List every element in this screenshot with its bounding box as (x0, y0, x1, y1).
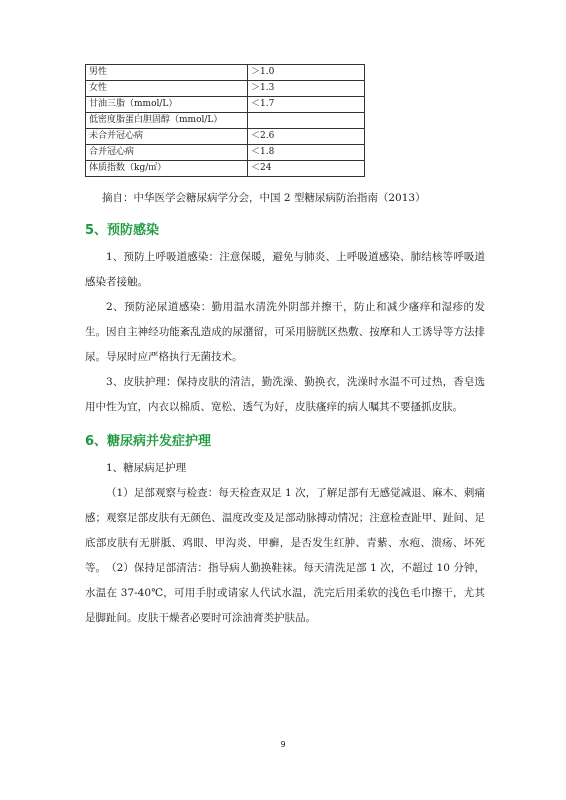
page-number: 9 (280, 740, 286, 749)
section-heading-complication-care: 6、糖尿病并发症护理 (85, 434, 212, 449)
table-cell-label: 体质指数（kg/㎡） (86, 161, 248, 177)
paragraph-skin-care: 3、皮肤护理：保持皮肤的清洁，勤洗澡、勤换衣，洗澡时水温不可过热，香皂选用中性为宜，内衣以棉质、宽松、透气为好，皮肤瘙痒的病人嘱其不要搔抓皮肤。 (85, 376, 485, 413)
section-heading-infection-prevention: 5、预防感染 (85, 223, 160, 238)
table-cell-label: 甘油三脂（mmol/L） (86, 97, 248, 113)
table-cell-value (248, 113, 365, 129)
paragraph-foot-inspection: （1）足部观察与检查：每天检查双足 1 次，了解足部有无感觉减退、麻木、刺痛感；观察足部皮肤有无颜色、温度改变及足部动脉搏动情况；注意检查趾甲、趾间、足底部皮肤有无胼胝、鸡眼、甲沟炎、甲癣，是否发生红肿、青紫、水疱、溃疡、坏死等。 (85, 487, 485, 574)
paragraph-diabetic-foot-title: 1、糖尿病足护理 (106, 462, 187, 474)
paragraph-foot-cleaning: （2）保持足部清洁：指导病人勤换鞋袜。每天清洗足部 1 次，不超过 10 分钟，水温在 37-40℃，可用手肘或请家人代试水温，洗完后用柔软的浅色毛巾擦干，尤其是脚趾间。皮肤干燥者必要时可涂油膏类护肤品。 (85, 562, 485, 624)
paragraph-respiratory-infection: 1、预防上呼吸道感染：注意保暖，避免与肺炎、上呼吸道感染、肺结核等呼吸道感染者接触。 (85, 251, 485, 288)
table-row (86, 129, 365, 145)
paragraph-urinary-infection: 2、预防泌尿道感染：勤用温水清洗外阴部并擦干，防止和减少瘙痒和湿疹的发生。因自主神经功能紊乱造成的尿潴留，可采用膀胱区热敷、按摩和人工诱导等方法排尿。导尿时应严格执行无菌技术。 (85, 301, 485, 363)
table-cell-value: ＞1.0 (248, 65, 365, 81)
table-cell-value: ＞1.3 (248, 81, 365, 97)
table-cell-label: 合并冠心病 (86, 145, 248, 161)
table-cell-value: ＜2.6 (248, 129, 365, 145)
table-row (86, 161, 365, 177)
source-citation: 摘自：中华医学会糖尿病学分会，中国 2 型糖尿病防治指南（2013） (102, 192, 426, 204)
table-cell-label: 男性 (86, 65, 248, 81)
table-row (86, 65, 365, 81)
table-cell-value: ＜24 (248, 161, 365, 177)
table-row (86, 97, 365, 113)
table-cell-label: 低密度脂蛋白胆固醇（mmol/L） (86, 113, 248, 129)
table-cell-value: ＜1.8 (248, 145, 365, 161)
table-cell-label: 女性 (86, 81, 248, 97)
lipid-target-table (85, 64, 365, 177)
table-row (86, 113, 365, 129)
table-row (86, 145, 365, 161)
table-row (86, 81, 365, 97)
table-cell-value: ＜1.7 (248, 97, 365, 113)
table-cell-label: 未合并冠心病 (86, 129, 248, 145)
